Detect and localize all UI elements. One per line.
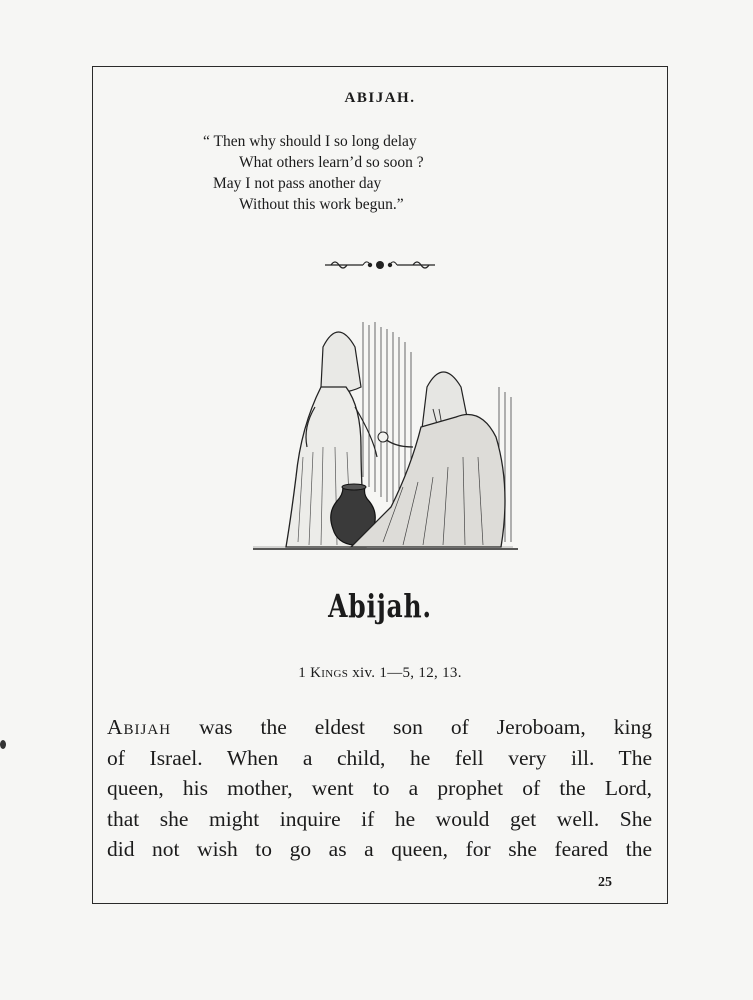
reference-book-number: 1 [298,665,307,681]
body-text [107,712,652,865]
scripture-reference [93,665,667,682]
scroll-ornament-icon [323,257,437,273]
body-line-2: of Israel. When a child, he fell very ill. The [107,745,652,770]
page-frame [92,66,668,904]
body-line-1 [107,712,652,743]
body-line-5: did not wish to go as a queen, for she feared the [107,837,652,861]
verse-line-1: “ Then why should I so long delay [203,133,417,150]
verse-stanza [203,131,424,215]
running-head: ABIJAH. [344,90,416,106]
body-line-3: queen, his mother, went to a prophet of the Lord, [107,776,652,800]
body-line-1-rest: was the eldest son of Jeroboam, king [199,715,653,739]
body-line-4: that she might inquire if he would get well. She [107,806,652,831]
verse-line-2: What others learn’d so soon ? [239,154,424,171]
stray-ink-mark [0,740,6,749]
verse-line-3: May I not pass another day [213,175,382,192]
page-number: 25 [598,875,612,890]
body-first-word: Abijah [107,715,172,739]
verse-line-4: Without this work begun.” [239,196,404,213]
reference-book: Kings [310,665,349,681]
reference-chapter-verses: xiv. 1—5, 12, 13. [352,665,462,681]
chapter-title: Abijah. [328,587,432,625]
woman-with-jar-and-seated-prophet-icon [243,317,523,557]
